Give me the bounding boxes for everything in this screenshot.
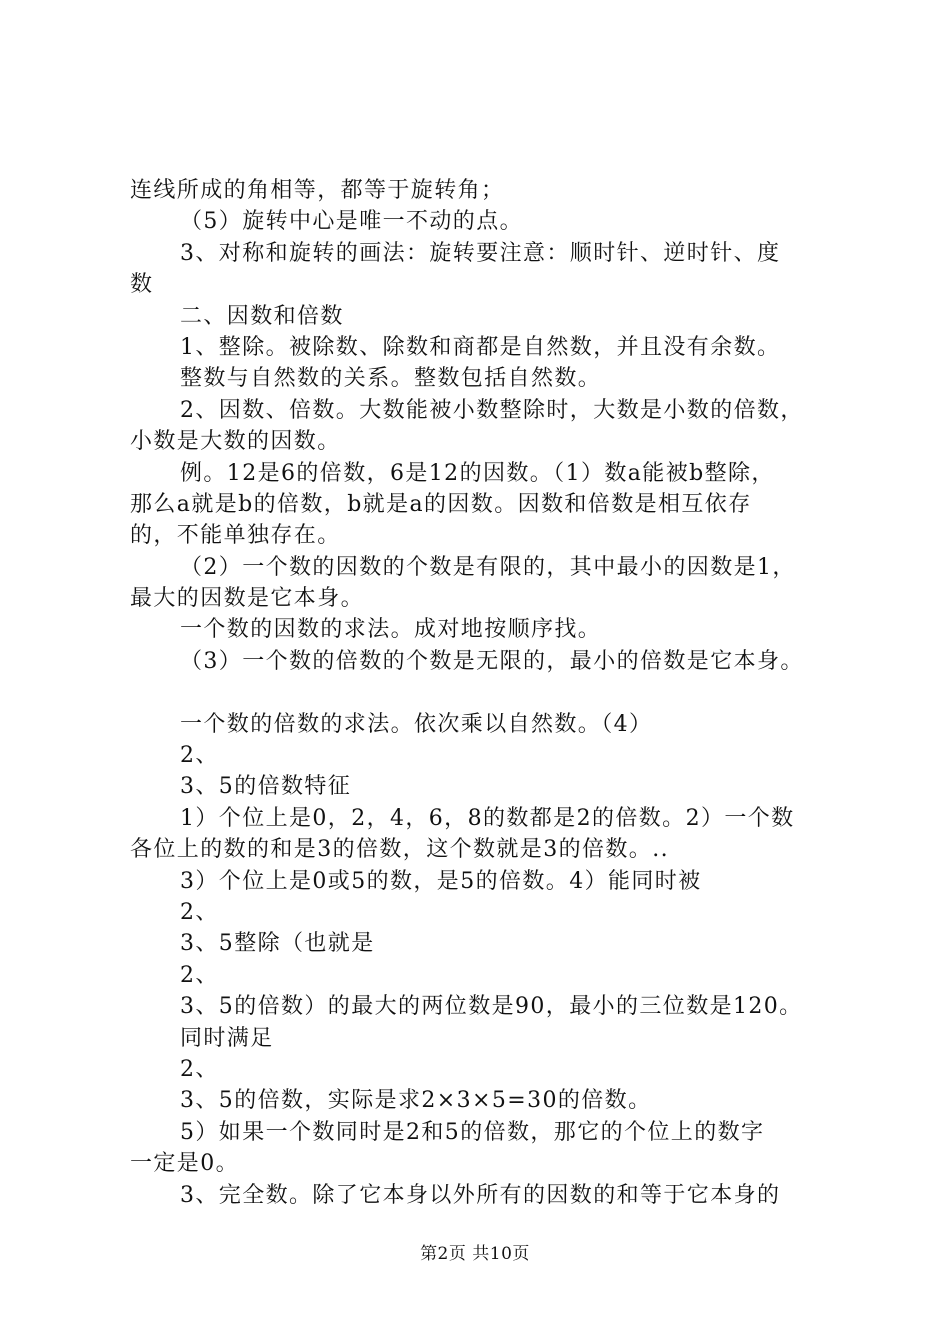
text-line: 连线所成的角相等，都等于旋转角； bbox=[130, 178, 505, 203]
text-line: 同时满足 bbox=[180, 1025, 274, 1051]
text-line: 3、对称和旋转的画法：旋转要注意：顺时针、逆时针、度 bbox=[180, 240, 781, 266]
text-line: 3、5的倍数特征 bbox=[180, 774, 352, 800]
text-line: 3、完全数。除了它本身以外所有的因数的和等于它本身的 bbox=[180, 1182, 781, 1208]
text-line: 数 bbox=[130, 272, 154, 298]
page-footer: 第2页 共10页 bbox=[420, 1244, 530, 1264]
text-line: 2、 bbox=[180, 962, 219, 988]
text-line: 5）如果一个数同时是2和5的倍数，那它的个位上的数字 bbox=[180, 1119, 765, 1145]
blank-line bbox=[130, 677, 835, 708]
text-line: 2、因数、倍数。大数能被小数整除时，大数是小数的倍数， bbox=[180, 397, 804, 423]
text-line: （5）旋转中心是唯一不动的点。 bbox=[180, 209, 523, 235]
text-line: 1）个位上是0，2，4，6，8的数都是2的倍数。2）一个数 bbox=[180, 805, 795, 831]
text-line: 的，不能单独存在。 bbox=[130, 523, 341, 549]
text-line: 一定是0。 bbox=[130, 1151, 239, 1177]
text-line: （3）一个数的倍数的个数是无限的，最小的倍数是它本身。 bbox=[180, 648, 804, 674]
text-line: 2、 bbox=[180, 743, 219, 769]
text-line: 3、5的倍数，实际是求2×3×5=30的倍数。 bbox=[180, 1088, 652, 1114]
text-line: 3、5整除（也就是 bbox=[180, 931, 375, 957]
text-line: 2、 bbox=[180, 1056, 219, 1082]
text-line: 3、5的倍数）的最大的两位数是90，最小的三位数是120。 bbox=[180, 994, 803, 1020]
text-line: 例。12是6的倍数，6是12的因数。（1）数a能被b整除， bbox=[180, 460, 775, 486]
text-line: 最大的因数是它本身。 bbox=[130, 586, 365, 612]
text-line: 那么a就是b的倍数，b就是a的因数。因数和倍数是相互依存 bbox=[130, 491, 752, 517]
text-line: 二、因数和倍数 bbox=[180, 303, 344, 329]
text-line: 小数是大数的因数。 bbox=[130, 429, 341, 455]
text-line: 2、 bbox=[180, 899, 219, 925]
text-line: 各位上的数的和是3的倍数，这个数就是3的倍数。.. bbox=[130, 837, 669, 863]
text-line: 1、整除。被除数、除数和商都是自然数，并且没有余数。 bbox=[180, 334, 781, 360]
text-line: 整数与自然数的关系。整数包括自然数。 bbox=[180, 366, 602, 392]
text-line: 一个数的因数的求法。成对地按顺序找。 bbox=[180, 617, 602, 643]
text-line: 一个数的倍数的求法。依次乘以自然数。（4） bbox=[180, 711, 653, 737]
text-line: （2）一个数的因数的个数是有限的，其中最小的因数是1， bbox=[180, 554, 796, 580]
document-body bbox=[130, 175, 835, 1211]
text-line: 3）个位上是0或5的数，是5的倍数。4）能同时被 bbox=[180, 868, 702, 894]
